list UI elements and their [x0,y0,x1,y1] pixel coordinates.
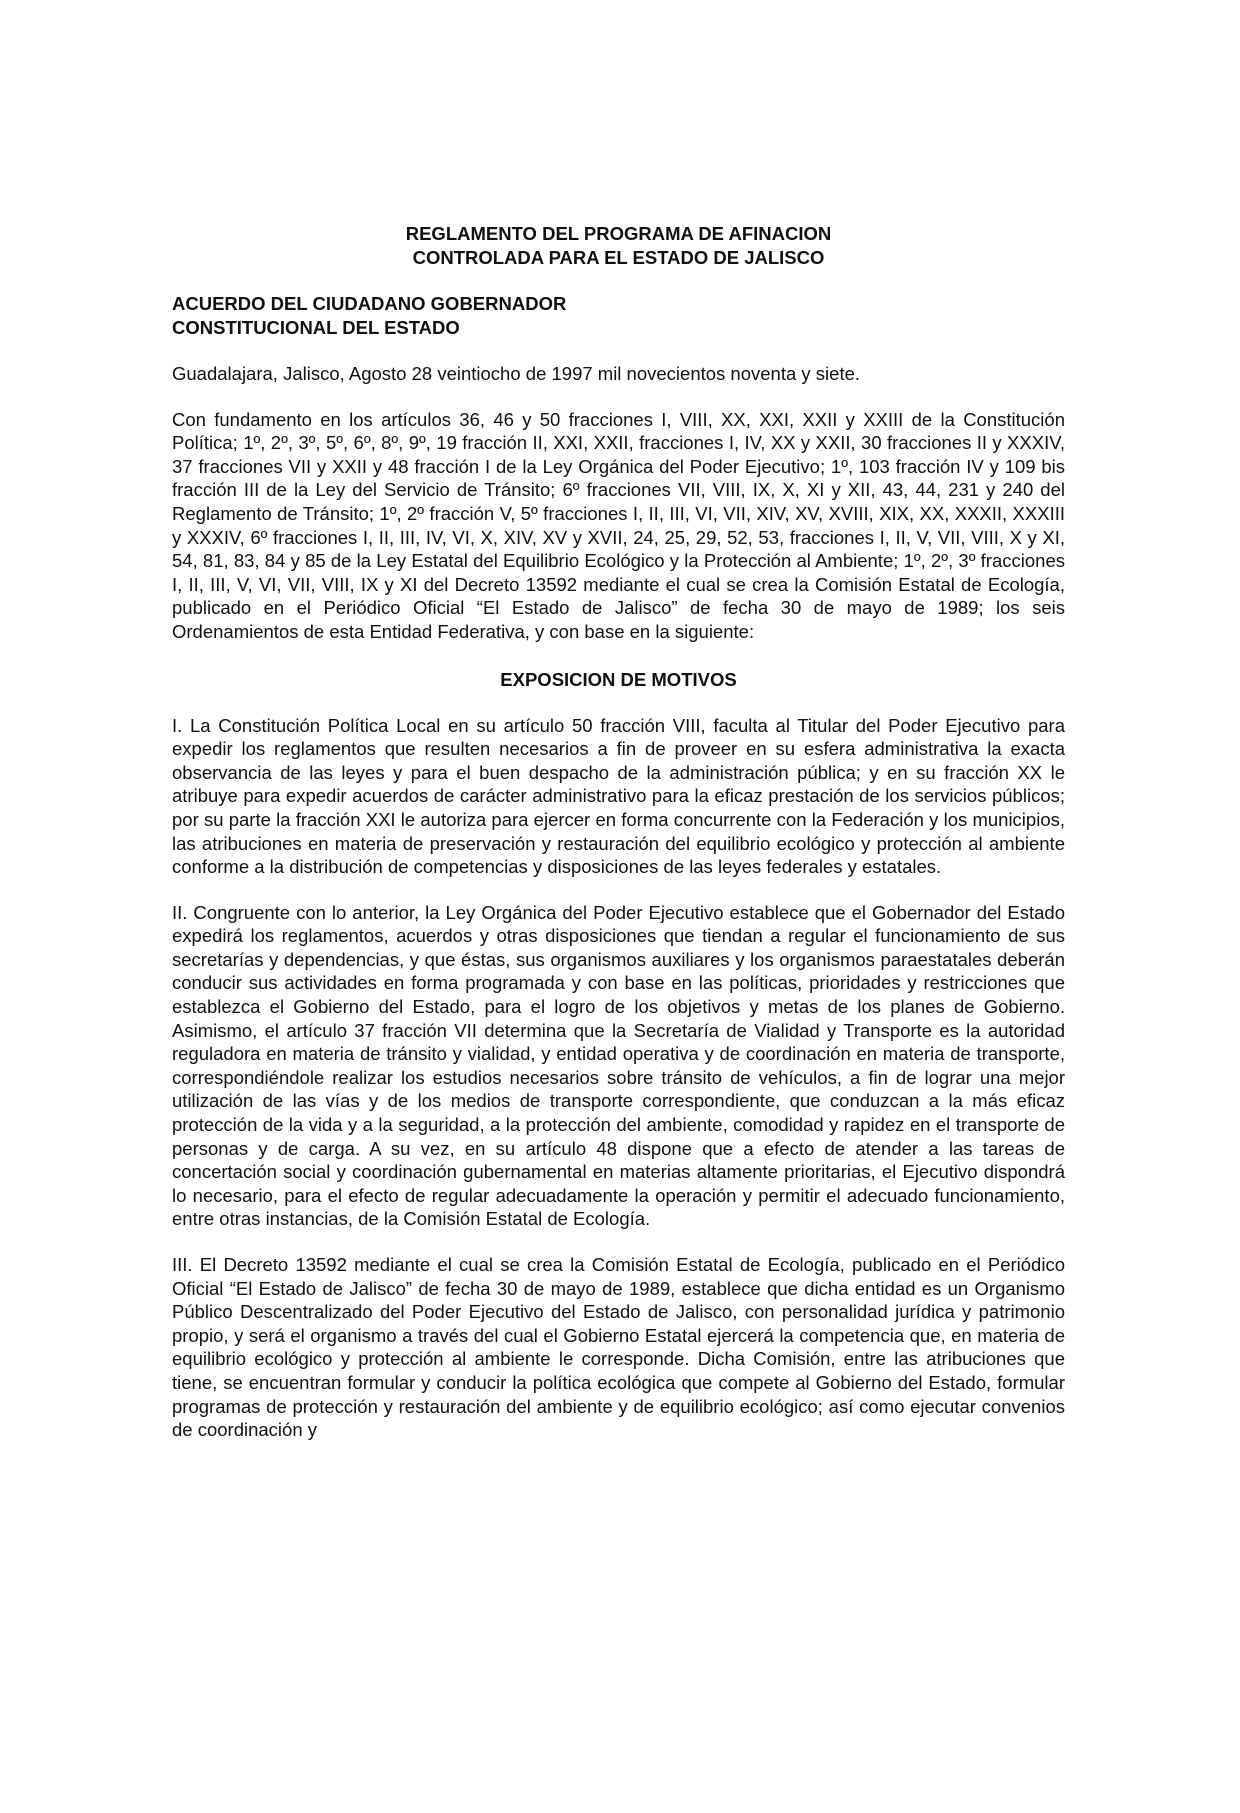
title-line-1: REGLAMENTO DEL PROGRAMA DE AFINACION [405,223,832,244]
agreement-line-2: CONSTITUCIONAL DEL ESTADO [172,317,460,338]
document-title [172,222,1065,270]
document-page [172,222,1065,1442]
foundation-paragraph: Con fundamento en los artículos 36, 46 y 50 fracciones I, VIII, XX, XXI, XXII y XXIII de la Constitución Política; 1º, 2º, 3º, 5º, 6º, 8º, 9º, 19 fracción II, XXI, XXII, fracciones I, IV, XX y XXII, 30 fracciones II y XXXIV, 37 fracciones VII y XXII y 48 fracción I de la Ley Orgánica del Poder Ejecutivo; 1º, 103 fracción IV y 109 bis fracción III de la Ley del Servicio de Tránsito; 6º fracciones VII, VIII, IX, X, XI y XII, 43, 44, 231 y 240 del Reglamento de Tránsito; 1º, 2º fracción V, 5º fracciones I, II, III, VI, VII, XIV, XV, XVIII, XIX, XX, XXXII, XXXIII y XXXIV, 6º fracciones I, II, III, IV, VI, X, XIV, XV y XVII, 24, 25, 29, 52, 53, fracciones I, II, V, VII, VIII, X y XI, 54, 81, 83, 84 y 85 de la Ley Estatal del Equilibrio Ecológico y la Protección al Ambiente; 1º, 2º, 3º fracciones I, II, III, V, VI, VII, VIII, IX y XI del Decreto 13592 mediante el cual se crea la Comisión Estatal de Ecología, publicado en el Periódico Oficial “El Estado de Jalisco” de fecha 30 de mayo de 1989; los seis Ordenamientos de esta Entidad Federativa, y con base en la siguiente: [172,408,1065,642]
title-line-2: CONTROLADA PARA EL ESTADO DE JALISCO [412,247,825,268]
paragraph-i: I. La Constitución Política Local en su artículo 50 fracción VIII, faculta al Titular del Poder Ejecutivo para expedir los reglamentos que resulten necesarios a fin de proveer en su esfera administrativa la exacta observancia de las leyes y para el buen despacho de la administración pública; y en su fracción XX le atribuye para expedir acuerdos de carácter administrativo para la eficaz prestación de los servicios públicos; por su parte la fracción XXI le autoriza para ejercer en forma concurrente con la Federación y los municipios, las atribuciones en materia de preservación y restauración del equilibrio ecológico y protección al ambiente conforme a la distribución de competencias y disposiciones de las leyes federales y estatales. [172,714,1065,878]
paragraph-ii: II. Congruente con lo anterior, la Ley Orgánica del Poder Ejecutivo establece que el Gobernador del Estado expedirá los reglamentos, acuerdos y otras disposiciones que tiendan a regular el funcionamiento de sus secretarías y dependencias, y que éstas, sus organismos auxiliares y los organismos paraestatales deberán conducir sus actividades en forma programada y con base en las políticas, prioridades y restricciones que establezca el Gobierno del Estado, para el logro de los objetivos y metas de los planes de Gobierno. Asimismo, el artículo 37 fracción VII determina que la Secretaría de Vialidad y Transporte es la autoridad reguladora en materia de tránsito y vialidad, y entidad operativa y de coordinación en materia de transporte, correspondiéndole realizar los estudios necesarios sobre tránsito de vehículos, a fin de lograr una mejor utilización de las vías y de los medios de transporte correspondiente, que conduzcan a la más eficaz protección de la vida y a la seguridad, a la protección del ambiente, comodidad y rapidez en el transporte de personas y de carga. A su vez, en su artículo 48 dispone que a efecto de atender a las tareas de concertación social y coordinación gubernamental en materias altamente prioritarias, el Ejecutivo dispondrá lo necesario, para el efecto de regular adecuadamente la operación y permitir el adecuado funcionamiento, entre otras instancias, de la Comisión Estatal de Ecología. [172,901,1065,1230]
agreement-line-1: ACUERDO DEL CIUDADANO GOBERNADOR [172,293,567,314]
paragraph-iii: III. El Decreto 13592 mediante el cual se crea la Comisión Estatal de Ecología, publicado en el Periódico Oficial “El Estado de Jalisco” de fecha 30 de mayo de 1989, establece que dicha entidad es un Organismo Público Descentralizado del Poder Ejecutivo del Estado de Jalisco, con personalidad jurídica y patrimonio propio, y será el organismo a través del cual el Gobierno Estatal ejercerá la competencia que, en materia de equilibrio ecológico y protección al ambiente le corresponde. Dicha Comisión, entre las atribuciones que tiene, se encuentran formular y conducir la política ecológica que compete al Gobierno del Estado, formular programas de protección y restauración del ambiente y de equilibrio ecológico; así como ejecutar convenios de coordinación y [172,1254,1065,1441]
date-line: Guadalajara, Jalisco, Agosto 28 veintiocho de 1997 mil novecientos noventa y siete. [172,363,861,384]
section-heading: EXPOSICION DE MOTIVOS [500,668,737,690]
agreement-heading [172,292,1065,340]
